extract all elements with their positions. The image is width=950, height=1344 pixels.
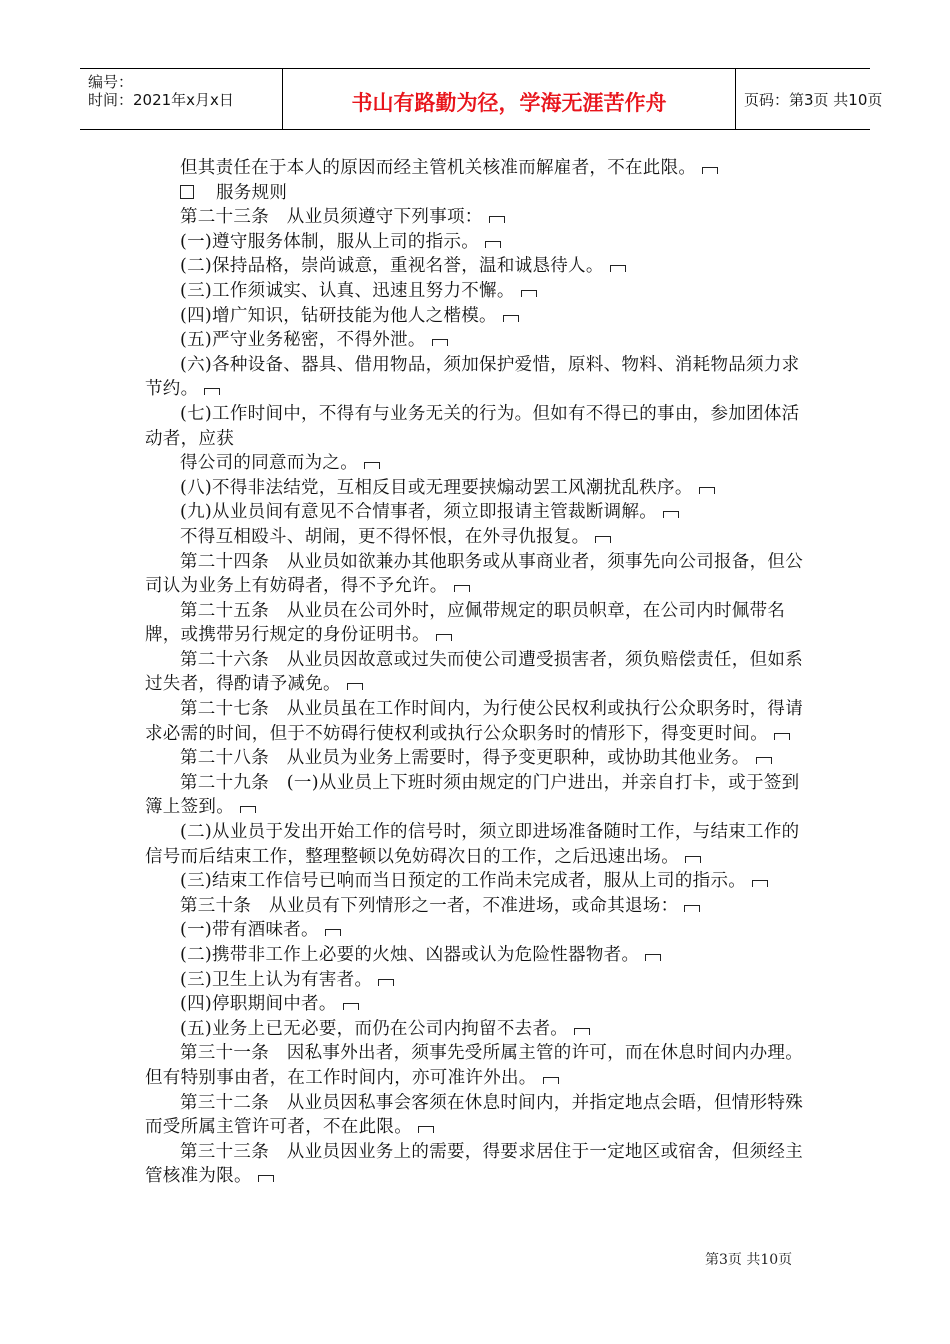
paragraph-mark-icon	[663, 511, 679, 518]
paragraph-text: 第二十四条 从业员如欲兼办其他职务或从事商业者，须事先向公司报备，但公司认为业务上有妨碍者，得不予允许。	[145, 551, 803, 597]
paragraph-text: (五)严守业务秘密，不得外泄。	[180, 330, 426, 351]
paragraph	[145, 230, 810, 255]
paragraph-mark-icon	[595, 536, 611, 543]
paragraph-mark-icon	[685, 856, 701, 863]
paragraph-mark-icon	[454, 585, 470, 592]
paragraph-text: 第三十二条 从业员因私事会客须在休息时间内，并指定地点会晤，但情形特殊而受所属主管许可者，不在此限。	[145, 1092, 803, 1138]
header-left-cell	[80, 69, 282, 129]
paragraph-mark-icon	[774, 733, 790, 740]
header-motto-cell	[282, 69, 736, 129]
header-right-cell	[734, 69, 883, 129]
paragraph-mark-icon	[258, 1175, 274, 1182]
paragraph-mark-icon	[325, 929, 341, 936]
paragraph-text: 第二十六条 从业员因故意或过失而使公司遭受损害者，须负赔偿责任，但如系过失者，得酌请予减免。	[145, 649, 803, 695]
paragraph-mark-icon	[756, 757, 772, 764]
paragraph-text: (八)不得非法结党，互相反目或无理要挟煽动罢工风潮扰乱秩序。	[180, 477, 693, 498]
paragraph-text: 不得互相殴斗、胡闹，更不得怀恨，在外寻仇报复。	[180, 526, 590, 547]
paragraph-text: 第三十三条 从业员因业务上的需要，得要求居住于一定地区或宿舍，但须经主管核准为限。	[145, 1141, 803, 1187]
page-footer: 第3页 共10页	[705, 1252, 793, 1268]
paragraph	[145, 205, 810, 230]
paragraph	[145, 353, 810, 402]
paragraph	[145, 254, 810, 279]
paragraph-mark-icon	[543, 1077, 559, 1084]
paragraph-mark-icon	[684, 905, 700, 912]
paragraph-mark-icon	[645, 954, 661, 961]
paragraph-text: 第三十一条 因私事外出者，须事先受所属主管的许可，而在休息时间内办理。但有特别事由者，在工作时间内，亦可准许外出。	[145, 1043, 803, 1088]
paragraph-text: (五)业务上已无必要，而仍在公司内拘留不去者。	[180, 1018, 569, 1039]
paragraph-text: 服务规则	[216, 182, 288, 203]
paragraph-mark-icon	[489, 216, 505, 223]
paragraph-mark-icon	[343, 1003, 359, 1010]
paragraph-text: (六)各种设备、器具、借用物品，须加保护爱惜，原料、物料、消耗物品须力求节约。	[145, 354, 800, 400]
paragraph	[145, 697, 810, 746]
paragraph-mark-icon	[347, 683, 363, 690]
paragraph	[145, 1140, 810, 1189]
paragraph-text: 第二十八条 从业员为业务上需要时，得予变更职种，或协助其他业务。	[180, 748, 750, 769]
document-body	[145, 156, 810, 1189]
number-label: 编号：	[88, 73, 134, 91]
paragraph	[145, 451, 810, 476]
paragraph	[145, 918, 810, 943]
paragraph-text: (四)增广知识，钻研技能为他人之楷模。	[180, 305, 497, 326]
paragraph-text: 第二十三条 从业员须遵守下列事项：	[180, 207, 483, 228]
paragraph-mark-icon	[432, 339, 448, 346]
page-header	[80, 68, 883, 130]
paragraph	[145, 968, 810, 993]
paragraph-mark-icon	[204, 388, 220, 395]
paragraph-text: 但其责任在于本人的原因而经主管机关核准而解雇者，不在此限。	[180, 158, 697, 178]
paragraph	[145, 1091, 810, 1140]
paragraph	[145, 894, 810, 919]
paragraph	[145, 1017, 810, 1042]
paragraph	[145, 746, 810, 771]
paragraph-text: (二)携带非工作上必要的火烛、凶器或认为危险性器物者。	[180, 945, 640, 965]
paragraph-text: (三)卫生上认为有害者。	[180, 969, 373, 990]
paragraph	[145, 525, 810, 550]
date-line: 时间：2021年x月x日	[88, 91, 234, 109]
paragraph	[145, 820, 810, 869]
paragraph-text: (九)从业员间有意见不合情事者，须立即报请主管裁断调解。	[180, 502, 658, 523]
paragraph-mark-icon	[503, 315, 519, 322]
paragraph-mark-icon	[364, 462, 380, 469]
header-page-info: 页码：第3页 共10页	[744, 91, 883, 109]
paragraph-mark-icon	[240, 806, 256, 813]
paragraph	[145, 328, 810, 353]
paragraph-mark-icon	[378, 979, 394, 986]
paragraph-text: (四)停职期间中者。	[180, 994, 337, 1015]
paragraph-text: (三)结束工作信号已响而当日预定的工作尚未完成者，服从上司的指示。	[180, 871, 747, 892]
paragraph	[145, 992, 810, 1017]
paragraph	[145, 500, 810, 525]
paragraph-text: 第二十五条 从业员在公司外时，应佩带规定的职员帜章，在公司内时佩带名牌，或携带另行规定的身份证明书。	[145, 600, 786, 646]
paragraph-text: (二)保持品格，崇尚诚意，重视名誉，温和诚恳待人。	[180, 256, 604, 277]
paragraph	[145, 402, 810, 451]
paragraph	[145, 1041, 810, 1090]
paragraph-text: (一)遵守服务体制，服从上司的指示。	[180, 231, 480, 252]
checkbox-square-icon	[180, 185, 194, 199]
paragraph-text: 第二十七条 从业员虽在工作时间内，为行使公民权利或执行公众职务时，得请求必需的时间，但于不妨碍行使权利或执行公众职务时的情形下，得变更时间。	[145, 699, 803, 744]
paragraph-text: 第二十九条 (一)从业员上下班时须由规定的门户进出，并亲自打卡，或于签到簿上签到。	[145, 772, 800, 818]
paragraph-mark-icon	[610, 265, 626, 272]
paragraph-mark-icon	[436, 634, 452, 641]
paragraph-text: 第三十条 从业员有下列情形之一者，不准进场，或命其退场：	[180, 895, 679, 916]
header-motto: 书山有路勤为径，学海无涯苦作舟	[351, 91, 667, 115]
paragraph-text: (二)从业员于发出开始工作的信号时，须立即进场准备随时工作，与结束工作的信号而后结束工作，整理整顿以免妨碍次日的工作，之后迅速出场。	[145, 822, 800, 867]
paragraph-mark-icon	[752, 880, 768, 887]
paragraph-mark-icon	[418, 1126, 434, 1133]
paragraph-mark-icon	[485, 241, 501, 248]
paragraph-text: 得公司的同意而为之。	[180, 453, 358, 474]
paragraph	[145, 943, 810, 968]
paragraph	[145, 869, 810, 894]
paragraph-text: (一)带有酒味者。	[180, 920, 319, 941]
paragraph-mark-icon	[574, 1028, 590, 1035]
paragraph	[145, 771, 810, 820]
paragraph-mark-icon	[699, 487, 715, 494]
paragraph	[145, 599, 810, 648]
paragraph	[145, 648, 810, 697]
paragraph-mark-icon	[521, 290, 537, 297]
paragraph	[145, 156, 810, 181]
paragraph	[145, 550, 810, 599]
section-heading	[145, 181, 810, 206]
paragraph-text: (三)工作须诚实、认真、迅速且努力不懈。	[180, 280, 515, 301]
paragraph	[145, 279, 810, 304]
paragraph	[145, 304, 810, 329]
paragraph-text: (七)工作时间中，不得有与业务无关的行为。但如有不得已的事由，参加团体活动者，应获	[145, 403, 800, 449]
paragraph	[145, 476, 810, 501]
paragraph-mark-icon	[702, 167, 718, 174]
